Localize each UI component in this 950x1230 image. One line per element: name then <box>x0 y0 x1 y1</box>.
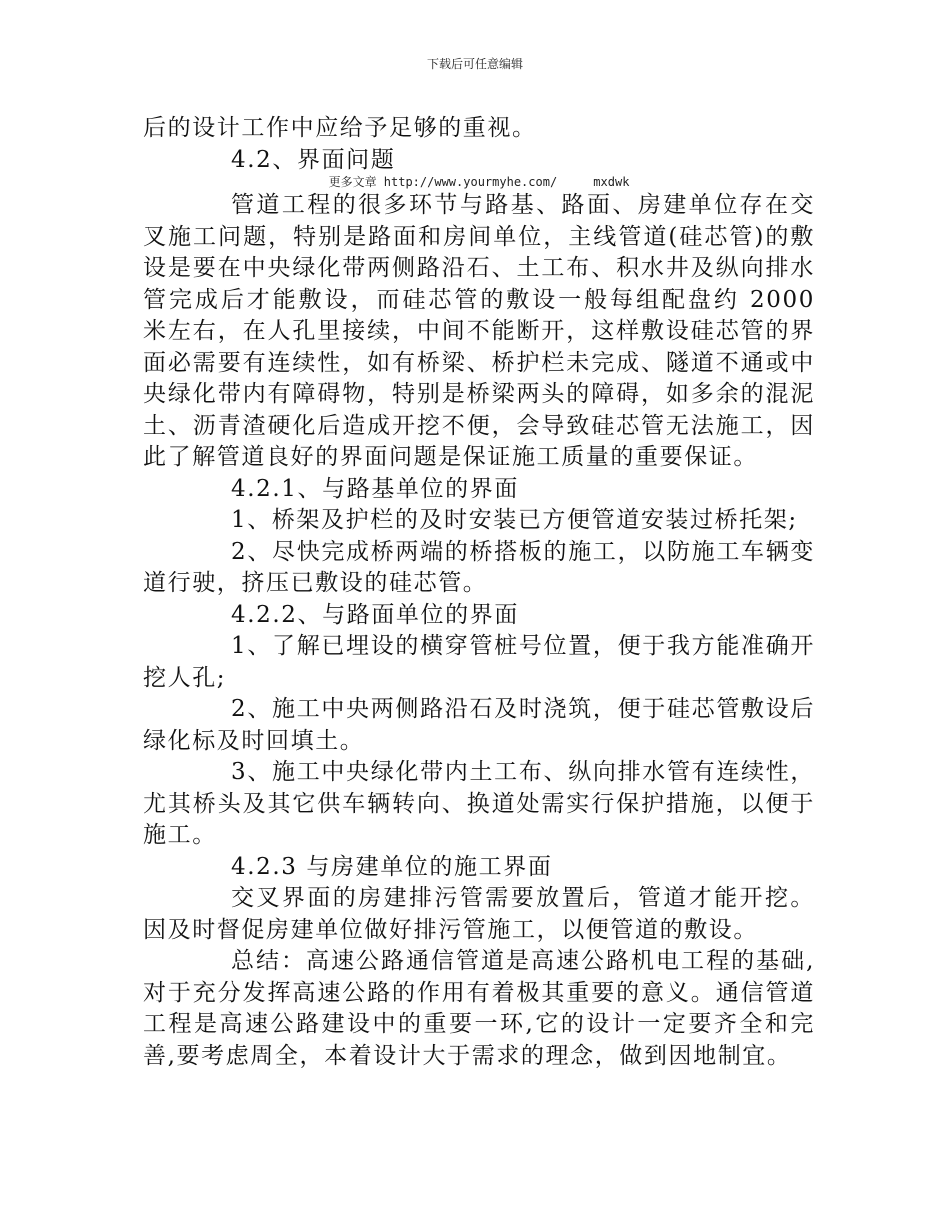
page-header: 下载后可任意编辑 <box>426 57 523 71</box>
list-item-pavement-1: 1、了解已埋设的横穿管桩号位置，便于我方能准确开挖人孔; <box>143 633 815 691</box>
paragraph-summary: 总结：高速公路通信管道是高速公路机电工程的基础,对于充分发挥高速公路的作用有着极其重要的意义。通信管道工程是高速公路建设中的重要一环,它的设计一定要齐全和完善,要考虑周全，本着设计大于需求的理念，做到因地制宜。 <box>143 948 815 1069</box>
paragraph-interface-problems: 管道工程的很多环节与路基、路面、房建单位存在交叉施工问题，特别是路面和房间单位，主线管道(硅芯管)的敷设是要在中央绿化带两侧路沿石、土工布、积水井及纵向排水管完成后才能敷设，而硅芯管的敷设一般每组配盘约 2000 米左右，在人孔里接续，中间不能断开，这样敷设硅芯管的界面必需要有连续性，如有桥梁、桥护栏未完成、隧道不通或中央绿化带内有障碍物，特别是桥梁两头的障碍，如多余的混泥土、沥青渣硬化后造成开挖不便，会导致硅芯管无法施工，因此了解管道良好的界面问题是保证施工质量的重要保证。 <box>143 192 815 470</box>
list-item-pavement-3: 3、施工中央绿化带内土工布、纵向排水管有连续性，尤其桥头及其它供车辆转向、换道处需实行保护措施，以便于施工。 <box>143 759 815 848</box>
list-item-pavement-2: 2、施工中央两侧路沿石及时浇筑，便于硅芯管敷设后绿化标及时回填土。 <box>143 696 815 754</box>
watermark-text: 更多文章 http://www.yourmyhe.com/ mxdwk <box>328 175 630 189</box>
section-heading-4-2-3: 4.2.3 与房建单位的施工界面 <box>231 853 553 880</box>
paragraph-continuation: 后的设计工作中应给予足够的重视。 <box>143 115 537 141</box>
list-item-roadbed-1: 1、桥架及护栏的及时安装已方便管道安装过桥托架; <box>231 507 798 533</box>
section-heading-4-2: 4.2、界面问题 <box>231 146 396 173</box>
list-item-roadbed-2: 2、尽快完成桥两端的桥搭板的施工，以防施工车辆变道行驶，挤压已敷设的硅芯管。 <box>143 538 815 596</box>
document-body <box>143 113 815 1072</box>
section-heading-4-2-2: 4.2.2、与路面单位的界面 <box>231 601 519 628</box>
paragraph-building-interface: 交叉界面的房建排污管需要放置后，管道才能开挖。因及时督促房建单位做好排污管施工，以便管道的敷设。 <box>143 885 815 943</box>
section-heading-4-2-1: 4.2.1、与路基单位的界面 <box>231 475 519 502</box>
